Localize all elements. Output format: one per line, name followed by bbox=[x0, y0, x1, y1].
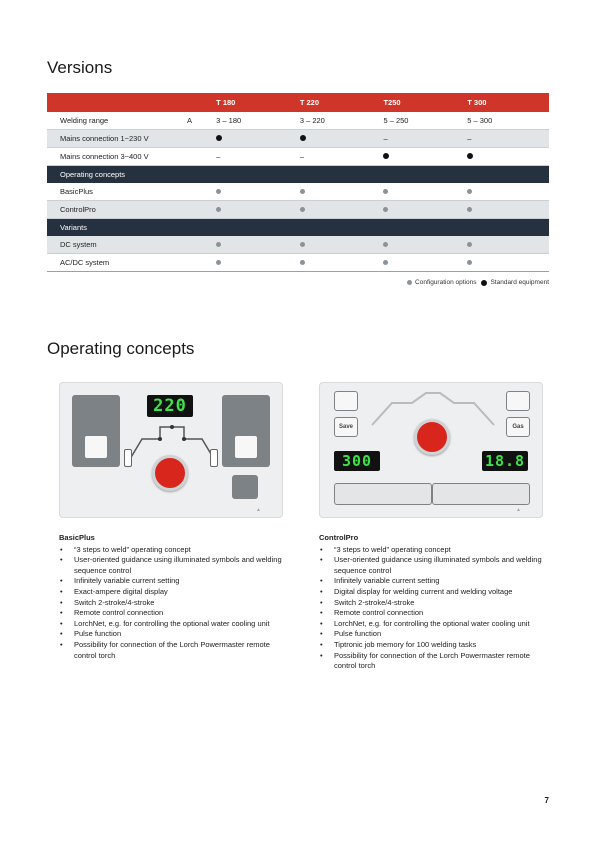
feature-item: • LorchNet, e.g. for controlling the optional water cooling unit bbox=[59, 619, 289, 630]
table-cell bbox=[216, 183, 300, 201]
current-display: 300 bbox=[334, 451, 380, 471]
table-cell bbox=[383, 254, 467, 272]
table-cell bbox=[300, 183, 384, 201]
column-header bbox=[47, 93, 187, 112]
table-cell bbox=[383, 236, 467, 254]
voltage-display: 18.8 bbox=[482, 451, 528, 471]
basicplus-panel-image bbox=[59, 382, 283, 518]
right-arrow-button-icon bbox=[506, 391, 530, 411]
configuration-dot-icon bbox=[216, 189, 221, 194]
table-cell bbox=[383, 148, 467, 166]
standard-dot-icon bbox=[481, 280, 487, 286]
feature-item: • Infinitely variable current setting bbox=[319, 576, 549, 587]
table-cell bbox=[383, 201, 467, 219]
versions-title: Versions bbox=[47, 58, 113, 77]
section-label: Variants bbox=[47, 219, 549, 237]
legend-standard-label: Standard equipment bbox=[490, 279, 549, 286]
row-unit: A bbox=[187, 112, 216, 130]
basicplus-features bbox=[59, 533, 289, 661]
controlpro-panel-image bbox=[319, 382, 543, 518]
legend-config-label: Configuration options bbox=[415, 279, 477, 286]
gas-button-icon: Gas bbox=[506, 417, 530, 437]
column-header: T 220 bbox=[300, 93, 384, 112]
left-arrow-button-icon bbox=[334, 391, 358, 411]
table-row bbox=[47, 183, 549, 201]
mode-select-button-icon bbox=[84, 435, 108, 459]
configuration-dot-icon bbox=[300, 260, 305, 265]
configuration-dot-icon bbox=[383, 207, 388, 212]
configuration-dot-icon bbox=[383, 242, 388, 247]
column-header: T 300 bbox=[467, 93, 549, 112]
row-label: BasicPlus bbox=[47, 183, 187, 201]
feature-item: • Remote control connection bbox=[319, 608, 549, 619]
row-label: ControlPro bbox=[47, 201, 187, 219]
feature-item: • “3 steps to weld” operating concept bbox=[319, 545, 549, 556]
feature-item: • Remote control connection bbox=[59, 608, 289, 619]
row-unit bbox=[187, 130, 216, 148]
stroke-select-button-icon bbox=[234, 435, 258, 459]
configuration-dot-icon bbox=[216, 242, 221, 247]
table-cell bbox=[467, 183, 549, 201]
pulse-button-icon bbox=[232, 475, 258, 499]
feature-item: • “3 steps to weld” operating concept bbox=[59, 545, 289, 556]
basicplus-feature-list bbox=[59, 545, 289, 662]
versions-table bbox=[47, 93, 549, 272]
table-cell bbox=[216, 254, 300, 272]
operating-concepts-title: Operating concepts bbox=[47, 339, 195, 358]
table-cell bbox=[216, 236, 300, 254]
controlpro-heading: ControlPro bbox=[319, 533, 359, 542]
table-row bbox=[47, 236, 549, 254]
lorch-mark-icon: ▲ bbox=[516, 507, 521, 513]
section-row bbox=[47, 219, 549, 237]
table-cell bbox=[300, 130, 384, 148]
lower-left-bar-icon bbox=[334, 483, 432, 505]
row-unit bbox=[187, 254, 216, 272]
feature-item: • Pulse function bbox=[59, 629, 289, 640]
table-cell bbox=[300, 254, 384, 272]
row-label: Welding range bbox=[47, 112, 187, 130]
column-header bbox=[187, 93, 216, 112]
table-cell bbox=[216, 130, 300, 148]
row-unit bbox=[187, 236, 216, 254]
left-toggle-icon bbox=[124, 449, 132, 467]
configuration-dot-icon bbox=[467, 242, 472, 247]
row-label: Mains connection 3~400 V bbox=[47, 148, 187, 166]
table-cell: 3 – 180 bbox=[216, 112, 300, 130]
table-cell bbox=[467, 148, 549, 166]
table-legend bbox=[405, 279, 549, 286]
table-cell bbox=[216, 201, 300, 219]
configuration-dot-icon bbox=[216, 207, 221, 212]
configuration-dot-icon bbox=[467, 207, 472, 212]
table-cell: 5 – 300 bbox=[467, 112, 549, 130]
table-cell: – bbox=[383, 130, 467, 148]
feature-item: • LorchNet, e.g. for controlling the optional water cooling unit bbox=[319, 619, 549, 630]
lorch-mark-icon: ▲ bbox=[256, 507, 261, 513]
feature-item: • Pulse function bbox=[319, 629, 549, 640]
configuration-dot-icon bbox=[383, 260, 388, 265]
table-cell: 5 – 250 bbox=[383, 112, 467, 130]
table-header-row bbox=[47, 93, 549, 112]
row-label: AC/DC system bbox=[47, 254, 187, 272]
table-cell: – bbox=[216, 148, 300, 166]
table-cell bbox=[383, 183, 467, 201]
configuration-dot-icon bbox=[383, 189, 388, 194]
table-cell bbox=[300, 236, 384, 254]
table-cell bbox=[467, 254, 549, 272]
feature-item: • Possibility for connection of the Lorch Powermaster remote control torch bbox=[319, 651, 549, 672]
standard-dot-icon bbox=[383, 153, 389, 159]
row-label: DC system bbox=[47, 236, 187, 254]
table-cell: – bbox=[300, 148, 384, 166]
standard-dot-icon bbox=[300, 135, 306, 141]
row-unit bbox=[187, 148, 216, 166]
controlpro-feature-list bbox=[319, 545, 549, 672]
section-label: Operating concepts bbox=[47, 166, 549, 184]
right-toggle-icon bbox=[210, 449, 218, 467]
feature-item: • Possibility for connection of the Lorch Powermaster remote control torch bbox=[59, 640, 289, 661]
standard-dot-icon bbox=[216, 135, 222, 141]
section-row bbox=[47, 166, 549, 184]
configuration-dot-icon bbox=[300, 242, 305, 247]
feature-item: • Tiptronic job memory for 100 welding tasks bbox=[319, 640, 549, 651]
configuration-dot-icon bbox=[300, 207, 305, 212]
configuration-dot-icon bbox=[467, 260, 472, 265]
control-knob-icon bbox=[414, 419, 450, 455]
row-label: Mains connection 1~230 V bbox=[47, 130, 187, 148]
current-display: 220 bbox=[147, 395, 193, 417]
table-cell bbox=[467, 236, 549, 254]
feature-item: • Digital display for welding current and welding voltage bbox=[319, 587, 549, 598]
feature-item: • Infinitely variable current setting bbox=[59, 576, 289, 587]
table-cell bbox=[300, 201, 384, 219]
table-row bbox=[47, 130, 549, 148]
table-row bbox=[47, 112, 549, 130]
feature-item: • User-oriented guidance using illuminated symbols and welding sequence control bbox=[319, 555, 549, 576]
row-unit bbox=[187, 183, 216, 201]
column-header: T250 bbox=[383, 93, 467, 112]
table-row bbox=[47, 254, 549, 272]
table-cell: – bbox=[467, 130, 549, 148]
column-header: T 180 bbox=[216, 93, 300, 112]
feature-item: • User-oriented guidance using illuminated symbols and welding sequence control bbox=[59, 555, 289, 576]
controlpro-features bbox=[319, 533, 549, 672]
lower-right-bar-icon bbox=[432, 483, 530, 505]
table-row bbox=[47, 201, 549, 219]
page-number: 7 bbox=[544, 796, 549, 805]
standard-dot-icon bbox=[467, 153, 473, 159]
current-knob-icon bbox=[152, 455, 188, 491]
basicplus-heading: BasicPlus bbox=[59, 533, 95, 542]
configuration-dot-icon bbox=[300, 189, 305, 194]
configuration-dot-icon bbox=[407, 280, 412, 285]
feature-item: • Exact-ampere digital display bbox=[59, 587, 289, 598]
table-row bbox=[47, 148, 549, 166]
feature-item: • Switch 2-stroke/4-stroke bbox=[319, 598, 549, 609]
row-unit bbox=[187, 201, 216, 219]
feature-item: • Switch 2-stroke/4-stroke bbox=[59, 598, 289, 609]
configuration-dot-icon bbox=[467, 189, 472, 194]
table-cell bbox=[467, 201, 549, 219]
table-cell: 3 – 220 bbox=[300, 112, 384, 130]
configuration-dot-icon bbox=[216, 260, 221, 265]
save-button-icon: Save bbox=[334, 417, 358, 437]
